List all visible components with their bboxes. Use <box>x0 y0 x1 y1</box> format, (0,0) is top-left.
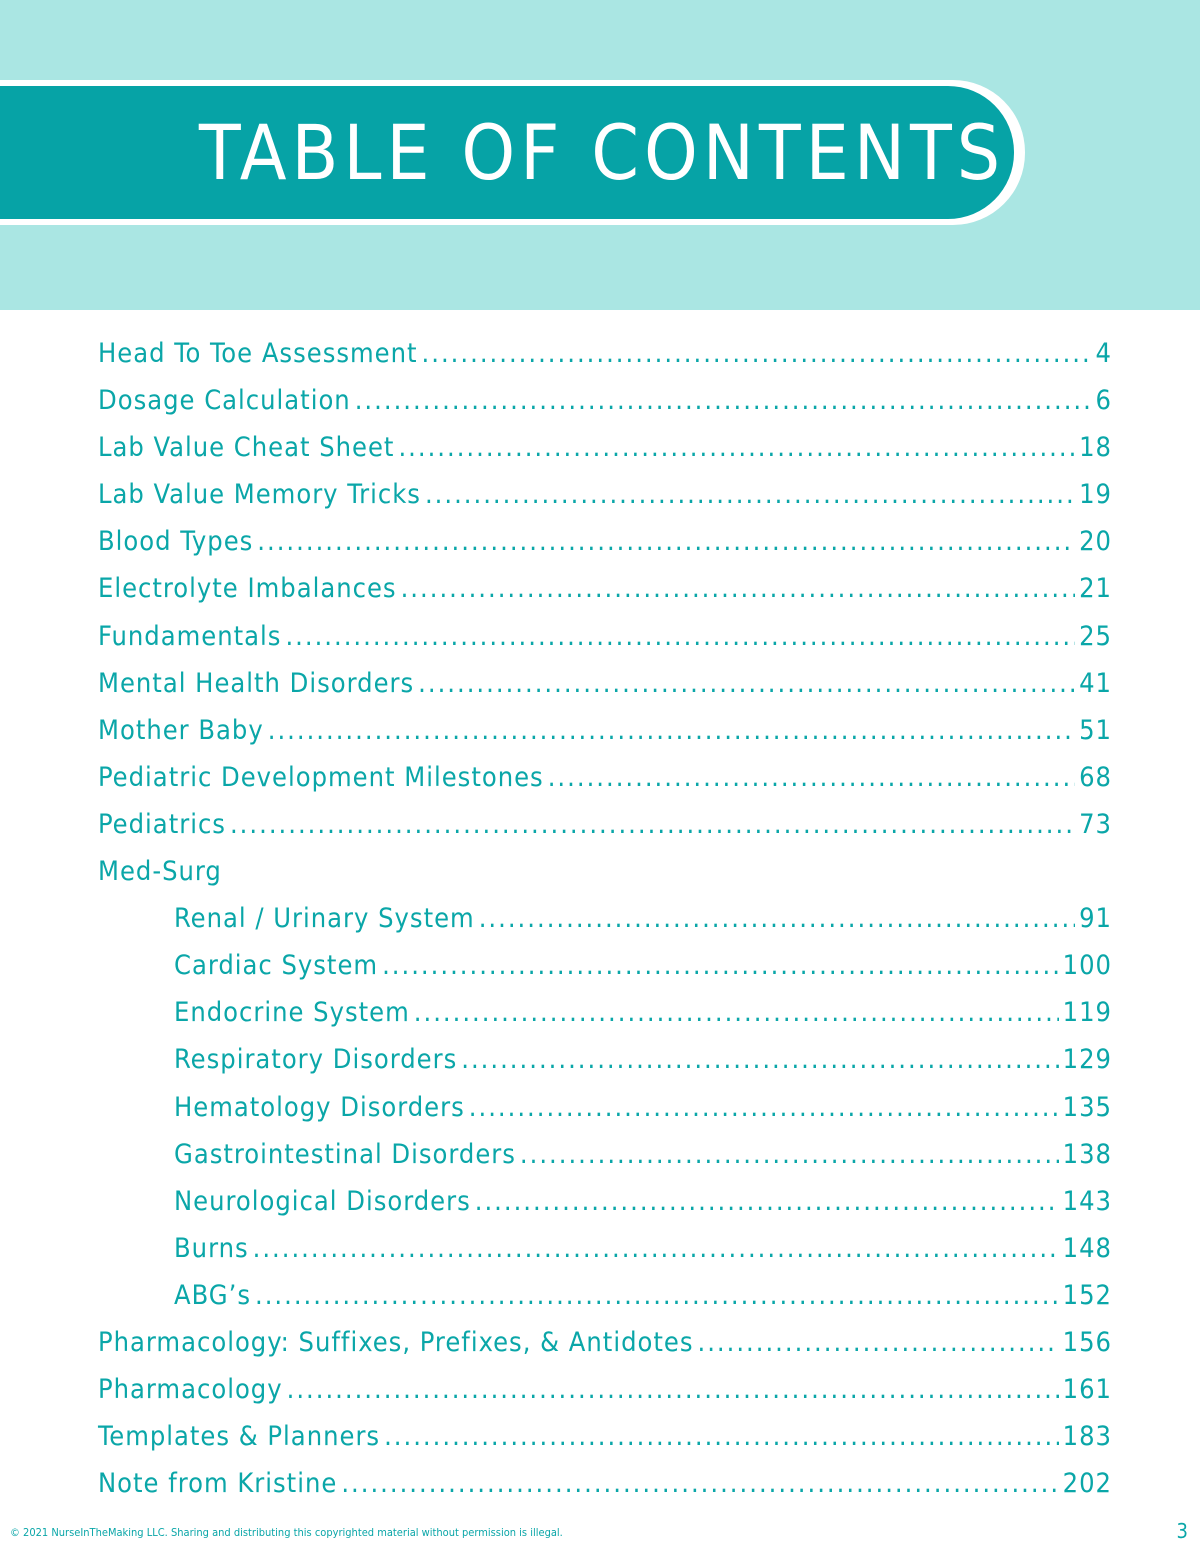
toc-entry-page: 143 <box>1062 1185 1112 1217</box>
toc-entry[interactable] <box>98 330 1112 377</box>
toc-entry-title: Head To Toe Assessment <box>98 338 418 369</box>
toc-subentry[interactable] <box>98 1178 1112 1225</box>
toc-entry[interactable] <box>98 424 1112 471</box>
toc-entry[interactable] <box>98 801 1112 848</box>
toc-entry-page: 148 <box>1062 1232 1112 1264</box>
toc-entry-page: 73 <box>1079 808 1112 840</box>
toc-leader-dots <box>230 801 1075 848</box>
toc-section-title: Med-Surg <box>98 856 222 888</box>
copyright-footer: © 2021 NurseInTheMaking LLC. Sharing and distributing this copyrighted material without permission is illegal. <box>10 1526 563 1539</box>
toc-leader-dots <box>479 895 1075 942</box>
toc-entry-title: Pediatrics <box>98 808 226 840</box>
toc-entry-page: 18 <box>1079 432 1112 464</box>
toc-subentry[interactable] <box>98 942 1112 989</box>
toc-entry-page: 20 <box>1079 526 1112 558</box>
toc-leader-dots <box>382 942 1059 989</box>
toc-entry-page: 138 <box>1062 1138 1112 1170</box>
title-banner-fill <box>0 86 1014 219</box>
title-banner <box>0 80 1025 225</box>
toc-entry-page: 91 <box>1079 903 1112 935</box>
toc-entry-title: Fundamentals <box>98 620 282 652</box>
toc-leader-dots <box>253 1225 1059 1272</box>
toc-subentry[interactable] <box>98 1225 1112 1272</box>
page-title: TABLE OF CONTENTS <box>198 108 1006 197</box>
toc-entry[interactable] <box>98 565 1112 612</box>
toc-leader-dots <box>341 1460 1058 1507</box>
toc-leader-dots <box>287 1366 1059 1413</box>
toc-section-heading[interactable] <box>98 848 1112 895</box>
toc-entry-page: 202 <box>1062 1468 1112 1500</box>
toc-leader-dots <box>475 1178 1059 1225</box>
toc-entry-title: Dosage Calculation <box>98 385 351 417</box>
toc-entry[interactable] <box>98 660 1112 707</box>
toc-leader-dots <box>355 377 1092 424</box>
toc-subentry[interactable] <box>98 1084 1112 1131</box>
toc-entry-title: Pharmacology <box>98 1374 283 1406</box>
toc-entry[interactable] <box>98 377 1112 424</box>
toc-entry-title: Burns <box>174 1232 249 1264</box>
toc-entry-page: 21 <box>1079 573 1112 605</box>
toc-entry[interactable] <box>98 1460 1112 1507</box>
toc-subentry[interactable] <box>98 989 1112 1036</box>
toc-entry-title: Hematology Disorders <box>174 1091 465 1123</box>
toc-entry-title: Neurological Disorders <box>174 1185 471 1217</box>
toc-leader-dots <box>469 1084 1059 1131</box>
toc-entry[interactable] <box>98 1413 1112 1460</box>
toc-entry-page: 129 <box>1062 1044 1112 1076</box>
toc-leader-dots <box>257 518 1075 565</box>
toc-entry-title: Cardiac System <box>174 950 379 982</box>
toc-leader-dots <box>401 565 1076 612</box>
toc-entry-page: 25 <box>1079 620 1112 652</box>
toc-entry-page: 119 <box>1062 997 1112 1029</box>
toc-subentry[interactable] <box>98 895 1112 942</box>
toc-entry-page: 68 <box>1079 761 1112 793</box>
toc-leader-dots <box>461 1036 1058 1083</box>
toc-leader-dots <box>414 989 1059 1036</box>
toc-leader-dots <box>425 471 1075 518</box>
toc-entry-title: Mother Baby <box>98 714 264 746</box>
toc-entry-page: 41 <box>1079 667 1112 699</box>
toc-entry-title: Gastrointestinal Disorders <box>174 1138 516 1170</box>
toc-entry-page: 4 <box>1095 338 1112 369</box>
toc-subentry[interactable] <box>98 1272 1112 1319</box>
toc-entry-title: Mental Health Disorders <box>98 667 415 699</box>
toc-leader-dots <box>697 1319 1058 1366</box>
toc-entry-page: 19 <box>1079 479 1112 511</box>
toc-entry-title: Lab Value Cheat Sheet <box>98 432 395 464</box>
toc-entry-page: 183 <box>1062 1421 1112 1453</box>
toc-entry-title: Pharmacology: Suffixes, Prefixes, & Antidotes <box>98 1326 694 1358</box>
toc-entry-title: Blood Types <box>98 526 254 558</box>
toc-leader-dots <box>384 1413 1059 1460</box>
toc-entry-title: Note from Kristine <box>98 1468 338 1500</box>
toc-leader-dots <box>418 660 1075 707</box>
toc-entry[interactable] <box>98 471 1112 518</box>
table-of-contents <box>98 330 1112 1507</box>
toc-subentry[interactable] <box>98 1131 1112 1178</box>
toc-leader-dots <box>398 424 1075 471</box>
toc-entry-title: Respiratory Disorders <box>174 1044 458 1076</box>
toc-leader-dots <box>268 707 1075 754</box>
toc-leader-dots <box>422 330 1092 377</box>
toc-entry-title: Lab Value Memory Tricks <box>98 479 421 511</box>
toc-leader-dots <box>548 754 1075 801</box>
toc-entry[interactable] <box>98 1366 1112 1413</box>
toc-subentry[interactable] <box>98 1036 1112 1083</box>
toc-entry-page: 6 <box>1095 385 1112 417</box>
toc-entry[interactable] <box>98 518 1112 565</box>
toc-entry-page: 100 <box>1062 950 1112 982</box>
toc-entry-page: 152 <box>1062 1279 1112 1311</box>
toc-entry-title: Pediatric Development Milestones <box>98 761 544 793</box>
toc-entry-page: 161 <box>1062 1374 1112 1406</box>
toc-entry-title: Renal / Urinary System <box>174 903 475 935</box>
toc-entry[interactable] <box>98 1319 1112 1366</box>
toc-entry-title: Endocrine System <box>174 997 410 1029</box>
toc-entry-title: Templates & Planners <box>98 1421 381 1453</box>
toc-entry-title: ABG’s <box>174 1279 251 1311</box>
toc-entry-title: Electrolyte Imbalances <box>98 573 397 605</box>
toc-entry[interactable] <box>98 613 1112 660</box>
toc-leader-dots <box>255 1272 1059 1319</box>
toc-entry[interactable] <box>98 754 1112 801</box>
toc-entry-page: 51 <box>1079 714 1112 746</box>
toc-leader-dots <box>520 1131 1059 1178</box>
page-number: 3 <box>1176 1519 1188 1543</box>
toc-leader-dots <box>285 613 1075 660</box>
toc-entry-page: 156 <box>1062 1326 1112 1358</box>
toc-entry-page: 135 <box>1062 1091 1112 1123</box>
toc-entry[interactable] <box>98 707 1112 754</box>
